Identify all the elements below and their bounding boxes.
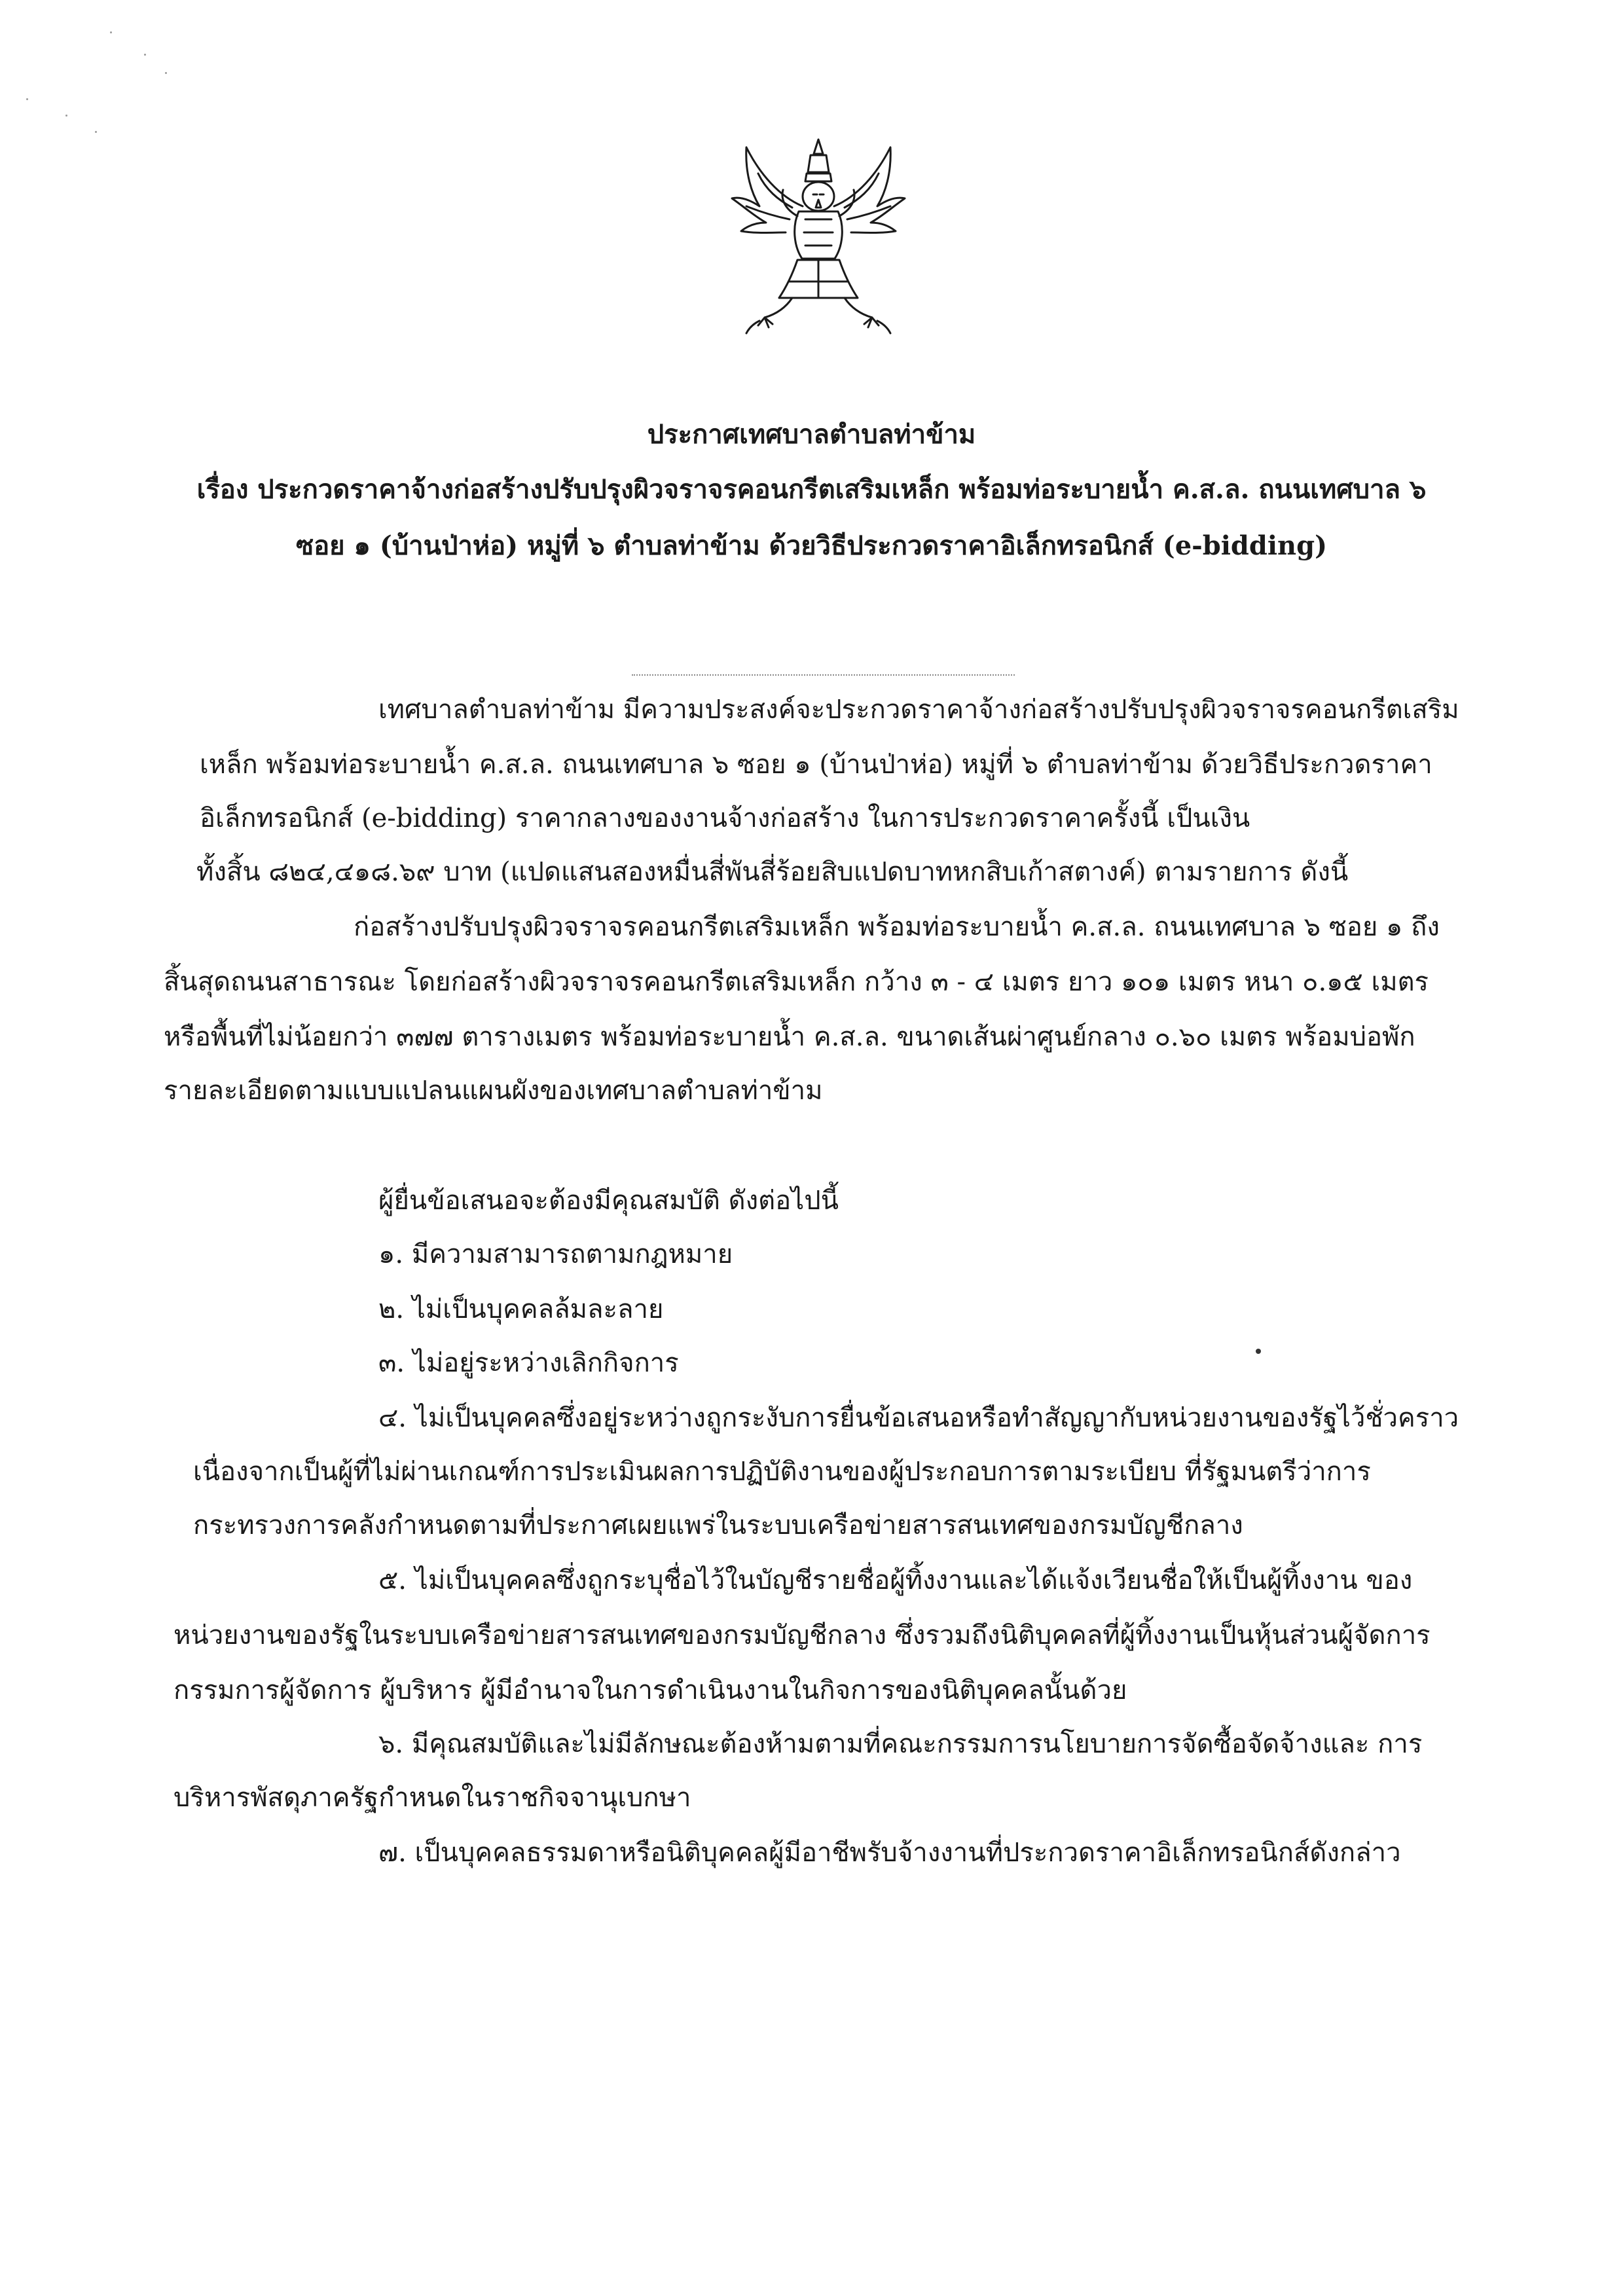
qualification-item-4-line-1: ๔. ไม่เป็นบุคคลซึ่งอยู่ระหว่างถูกระงับการยื่นข้อเสนอหรือทำสัญญากับหน่วยงานของรัฐไว้ชั่วคราว — [378, 1403, 1459, 1433]
qualification-item-7: ๗. เป็นบุคคลธรรมดาหรือนิติบุคคลผู้มีอาชีพรับจ้างงานที่ประกวดราคาอิเล็กทรอนิกส์ดังกล่าว — [378, 1838, 1401, 1868]
garuda-emblem-icon — [720, 134, 917, 337]
scan-speck — [65, 115, 67, 117]
scan-speck — [26, 98, 28, 100]
qualifications-heading: ผู้ยื่นข้อเสนอจะต้องมีคุณสมบัติ ดังต่อไปนี้ — [378, 1186, 839, 1216]
header-divider — [632, 674, 1015, 676]
subject-line-2: ซอย ๑ (บ้านป่าห่อ) หมู่ที่ ๖ ตำบลท่าข้าม ด้วยวิธีประกวดราคาอิเล็กทรอนิกส์ (e-bidding) — [295, 530, 1328, 561]
scope-line-4: รายละเอียดตามแบบแปลนแผนผังของเทศบาลตำบลท่าข้าม — [164, 1076, 823, 1106]
subject-line-1: เรื่อง ประกวดราคาจ้างก่อสร้างปรับปรุงผิวจราจรคอนกรีตเสริมเหล็ก พร้อมท่อระบายน้ำ ค.ส.ล. ถนนเทศบาล ๖ — [196, 474, 1427, 505]
qualification-item-5-line-1: ๕. ไม่เป็นบุคคลซึ่งถูกระบุชื่อไว้ในบัญชีรายชื่อผู้ทิ้งงานและได้แจ้งเวียนชื่อให้เป็นผู้ทิ้งงาน ของ — [378, 1565, 1413, 1595]
scan-speck — [95, 131, 97, 133]
qualification-item-1: ๑. มีความสามารถตามกฎหมาย — [378, 1239, 733, 1269]
intro-line-2: เหล็ก พร้อมท่อระบายน้ำ ค.ส.ล. ถนนเทศบาล ๖ ซอย ๑ (บ้านป่าห่อ) หมู่ที่ ๖ ตำบลท่าข้าม ด้วยวิธีประกวดราคา — [200, 750, 1432, 780]
qualification-item-5-line-2: หน่วยงานของรัฐในระบบเครือข่ายสารสนเทศของกรมบัญชีกลาง ซึ่งรวมถึงนิติบุคคลที่ผู้ทิ้งงานเป็นหุ้นส่วนผู้จัดการ — [173, 1620, 1431, 1650]
scan-speck — [165, 72, 167, 74]
scan-speck — [110, 31, 112, 33]
intro-line-1: เทศบาลตำบลท่าข้าม มีความประสงค์จะประกวดราคาจ้างก่อสร้างปรับปรุงผิวจราจรคอนกรีตเสริม — [378, 695, 1459, 725]
scan-speck — [144, 54, 146, 56]
qualification-item-4-line-2: เนื่องจากเป็นผู้ที่ไม่ผ่านเกณฑ์การประเมินผลการปฏิบัติงานของผู้ประกอบการตามระเบียบ ที่รัฐมนตรีว่าการ — [193, 1457, 1371, 1487]
scan-speck — [1256, 1349, 1261, 1354]
qualification-item-4-line-3: กระทรวงการคลังกำหนดตามที่ประกาศเผยแพร่ในระบบเครือข่ายสารสนเทศของกรมบัญชีกลาง — [193, 1510, 1243, 1540]
scope-line-3: หรือพื้นที่ไม่น้อยกว่า ๓๗๗ ตารางเมตร พร้อมท่อระบายน้ำ ค.ส.ล. ขนาดเส้นผ่าศูนย์กลาง ๐.๖๐ เมตร พร้อมบ่อพัก — [164, 1022, 1415, 1052]
qualification-item-5-line-3: กรรมการผู้จัดการ ผู้บริหาร ผู้มีอำนาจในการดำเนินงานในกิจการของนิติบุคคลนั้นด้วย — [173, 1675, 1127, 1705]
qualification-item-6-line-1: ๖. มีคุณสมบัติและไม่มีลักษณะต้องห้ามตามที่คณะกรรมการนโยบายการจัดซื้อจัดจ้างและ การ — [378, 1729, 1423, 1759]
announcement-title: ประกาศเทศบาลตำบลท่าข้าม — [647, 419, 976, 450]
scope-line-2: สิ้นสุดถนนสาธารณะ โดยก่อสร้างผิวจราจรคอนกรีตเสริมเหล็ก กว้าง ๓ - ๔ เมตร ยาว ๑๐๑ เมตร หนา ๐.๑๕ เมตร — [164, 967, 1429, 997]
qualification-item-3: ๓. ไม่อยู่ระหว่างเลิกกิจการ — [378, 1348, 679, 1378]
qualification-item-6-line-2: บริหารพัสดุภาครัฐกำหนดในราชกิจจานุเบกษา — [173, 1783, 691, 1813]
qualification-item-2: ๒. ไม่เป็นบุคคลล้มละลาย — [378, 1294, 664, 1324]
scope-line-1: ก่อสร้างปรับปรุงผิวจราจรคอนกรีตเสริมเหล็ก พร้อมท่อระบายน้ำ ค.ส.ล. ถนนเทศบาล ๖ ซอย ๑ ถึง — [354, 912, 1440, 942]
intro-line-4: ทั้งสิ้น ๘๒๔,๔๑๘.๖๙ บาท (แปดแสนสองหมื่นสี่พันสี่ร้อยสิบแปดบาทหกสิบเก้าสตางค์) ตามรายการ ดังนี้ — [196, 857, 1349, 887]
intro-line-3: อิเล็กทรอนิกส์ (e-bidding) ราคากลางของงานจ้างก่อสร้าง ในการประกวดราคาครั้งนี้ เป็นเงิน — [200, 803, 1250, 833]
